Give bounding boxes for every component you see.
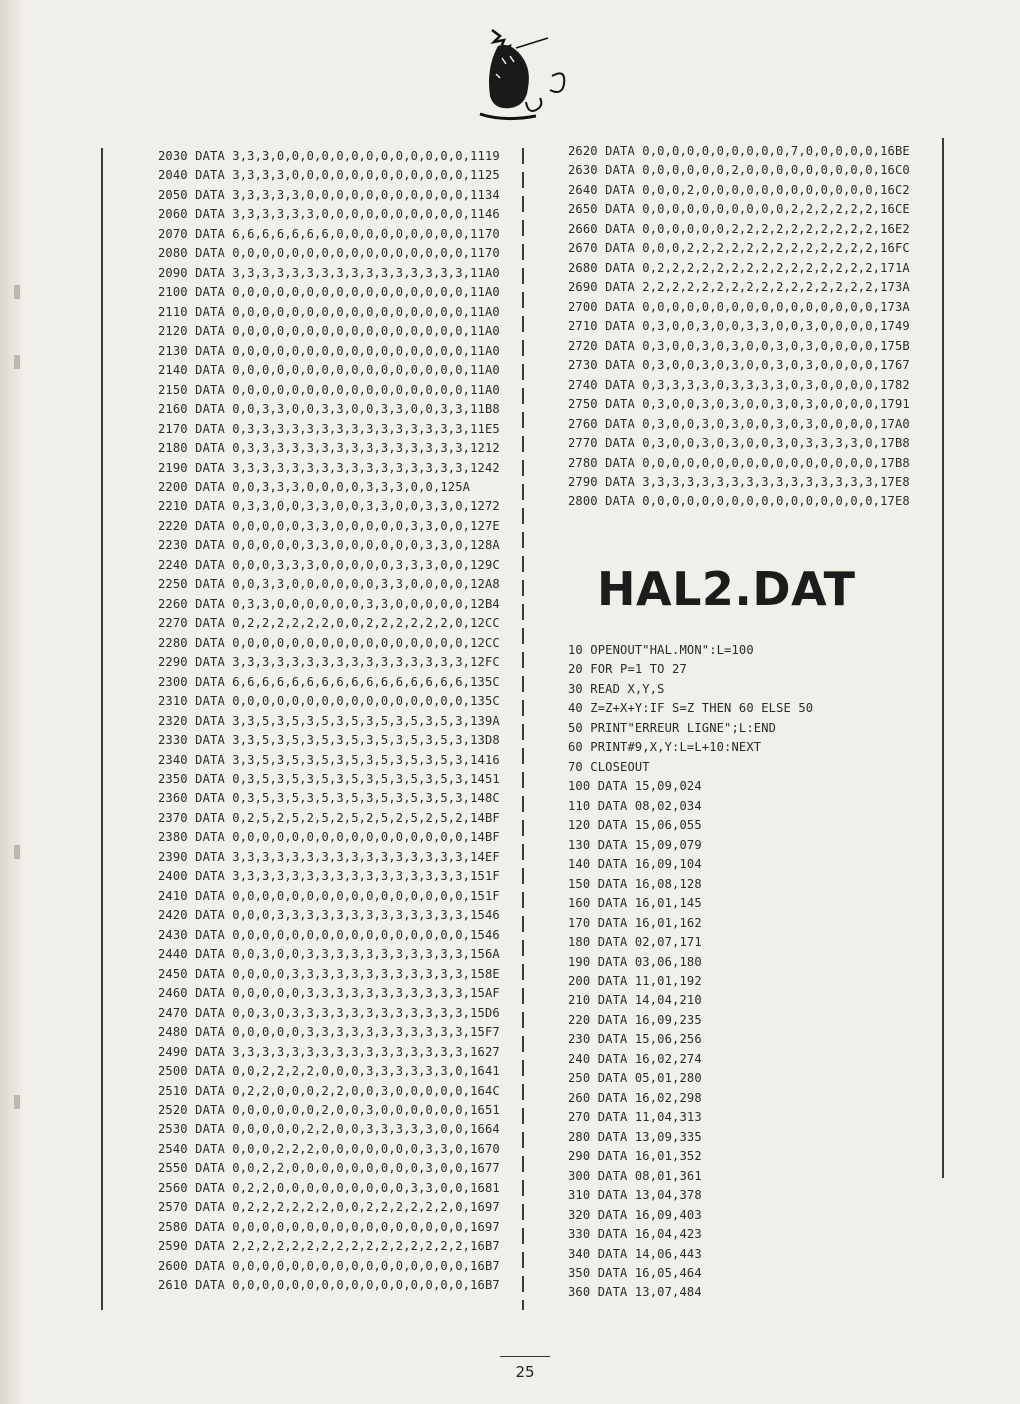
code-line: 160 DATA 16,01,145 (568, 896, 702, 911)
code-line: 240 DATA 16,02,274 (568, 1051, 702, 1066)
code-line: 2530 DATA 0,0,0,0,0,2,2,0,0,3,3,3,3,3,0,0,1664 (158, 1122, 500, 1137)
code-line: 300 DATA 08,01,361 (568, 1168, 702, 1183)
code-line: 2380 DATA 0,0,0,0,0,0,0,0,0,0,0,0,0,0,0,0,14BF (158, 830, 500, 845)
code-line: 2130 DATA 0,0,0,0,0,0,0,0,0,0,0,0,0,0,0,0,11A0 (158, 343, 500, 358)
code-line: 2580 DATA 0,0,0,0,0,0,0,0,0,0,0,0,0,0,0,0,1697 (158, 1219, 500, 1234)
code-line: 2610 DATA 0,0,0,0,0,0,0,0,0,0,0,0,0,0,0,0,16B7 (158, 1278, 500, 1293)
section-title: HAL2.DAT (597, 562, 856, 616)
code-line: 210 DATA 14,04,210 (568, 993, 702, 1008)
code-line: 30 READ X,Y,S (568, 681, 665, 696)
code-line: 2590 DATA 2,2,2,2,2,2,2,2,2,2,2,2,2,2,2,2,16B7 (158, 1239, 500, 1254)
code-line: 2200 DATA 0,0,3,3,3,0,0,0,0,3,3,3,0,0,125A (158, 479, 471, 494)
code-line: 2800 DATA 0,0,0,0,0,0,0,0,0,0,0,0,0,0,0,0,17E8 (568, 494, 910, 509)
code-line: 100 DATA 15,09,024 (568, 779, 702, 794)
code-line: 20 FOR P=1 TO 27 (568, 662, 687, 677)
code-line: 2750 DATA 0,3,0,0,3,0,3,0,0,3,0,3,0,0,0,0,1791 (568, 397, 910, 412)
right-margin-rule (942, 138, 944, 1178)
code-line: 2680 DATA 0,2,2,2,2,2,2,2,2,2,2,2,2,2,2,2,171A (568, 260, 910, 275)
code-line: 2690 DATA 2,2,2,2,2,2,2,2,2,2,2,2,2,2,2,2,173A (568, 280, 910, 295)
code-line: 2710 DATA 0,3,0,0,3,0,0,3,3,0,0,3,0,0,0,0,1749 (568, 319, 910, 334)
code-line: 2390 DATA 3,3,3,3,3,3,3,3,3,3,3,3,3,3,3,3,14EF (158, 849, 500, 864)
code-line: 2770 DATA 0,3,0,0,3,0,3,0,0,3,0,3,3,3,3,0,17B8 (568, 436, 910, 451)
code-line: 2030 DATA 3,3,3,0,0,0,0,0,0,0,0,0,0,0,0,0,1119 (158, 149, 500, 163)
code-line: 340 DATA 14,06,443 (568, 1246, 702, 1261)
code-line: 270 DATA 11,04,313 (568, 1110, 702, 1125)
left-margin-rule (101, 148, 103, 1310)
code-line: 260 DATA 16,02,298 (568, 1090, 702, 1105)
code-line: 2120 DATA 0,0,0,0,0,0,0,0,0,0,0,0,0,0,0,0,11A0 (158, 324, 500, 339)
code-line: 2650 DATA 0,0,0,0,0,0,0,0,0,0,2,2,2,2,2,2,16CE (568, 202, 910, 217)
code-line: 170 DATA 16,01,162 (568, 915, 702, 930)
code-line: 2290 DATA 3,3,3,3,3,3,3,3,3,3,3,3,3,3,3,3,12FC (158, 655, 500, 670)
code-line: 2740 DATA 0,3,3,3,3,0,3,3,3,3,0,3,0,0,0,0,1782 (568, 377, 910, 392)
code-line: 2730 DATA 0,3,0,0,3,0,3,0,0,3,0,3,0,0,0,0,1767 (568, 358, 910, 373)
code-line: 2080 DATA 0,0,0,0,0,0,0,0,0,0,0,0,0,0,0,0,1170 (158, 246, 500, 261)
code-line: 2060 DATA 3,3,3,3,3,3,0,0,0,0,0,0,0,0,0,0,1146 (158, 207, 500, 222)
code-line: 2340 DATA 3,3,5,3,5,3,5,3,5,3,5,3,5,3,5,3,1416 (158, 752, 500, 767)
code-line: 2400 DATA 3,3,3,3,3,3,3,3,3,3,3,3,3,3,3,3,151F (158, 869, 500, 884)
code-line: 2240 DATA 0,0,0,3,3,3,0,0,0,0,0,3,3,3,0,0,129C (158, 557, 500, 572)
code-line: 2190 DATA 3,3,3,3,3,3,3,3,3,3,3,3,3,3,3,3,1242 (158, 460, 500, 475)
code-line: 2640 DATA 0,0,0,2,0,0,0,0,0,0,0,0,0,0,0,0,16C2 (568, 182, 910, 197)
code-line: 2460 DATA 0,0,0,0,0,3,3,3,3,3,3,3,3,3,3,3,15AF (158, 986, 500, 1001)
code-line: 200 DATA 11,01,192 (568, 973, 702, 988)
code-line: 2480 DATA 0,0,0,0,0,3,3,3,3,3,3,3,3,3,3,3,15F7 (158, 1025, 500, 1040)
code-line: 70 CLOSEOUT (568, 759, 650, 774)
code-line: 2360 DATA 0,3,5,3,5,3,5,3,5,3,5,3,5,3,5,3,148C (158, 791, 500, 806)
code-line: 2330 DATA 3,3,5,3,5,3,5,3,5,3,5,3,5,3,5,3,13D8 (158, 733, 500, 748)
code-line: 2620 DATA 0,0,0,0,0,0,0,0,0,0,7,0,0,0,0,0,16BE (568, 144, 910, 158)
code-line: 60 PRINT#9,X,Y:L=L+10:NEXT (568, 740, 762, 755)
code-line: 2070 DATA 6,6,6,6,6,6,6,0,0,0,0,0,0,0,0,0,1170 (158, 226, 500, 241)
code-line: 2300 DATA 6,6,6,6,6,6,6,6,6,6,6,6,6,6,6,6,135C (158, 674, 500, 689)
code-line: 2600 DATA 0,0,0,0,0,0,0,0,0,0,0,0,0,0,0,0,16B7 (158, 1258, 500, 1273)
hal-mascot-icon (470, 18, 580, 123)
page-number: 25 (500, 1356, 550, 1381)
code-line: 2500 DATA 0,0,2,2,2,2,0,0,0,3,3,3,3,3,3,0,1641 (158, 1064, 500, 1079)
program-listing (568, 641, 813, 1303)
code-line: 250 DATA 05,01,280 (568, 1071, 702, 1086)
code-line: 2450 DATA 0,0,0,0,3,3,3,3,3,3,3,3,3,3,3,3,158E (158, 966, 500, 981)
code-line: 2560 DATA 0,2,2,0,0,0,0,0,0,0,0,0,3,3,0,0,1681 (158, 1180, 500, 1195)
right-data-listing (568, 142, 910, 512)
code-line: 40 Z=Z+X+Y:IF S=Z THEN 60 ELSE 50 (568, 701, 814, 716)
code-line: 2700 DATA 0,0,0,0,0,0,0,0,0,0,0,0,0,0,0,0,173A (568, 299, 910, 314)
code-line: 2780 DATA 0,0,0,0,0,0,0,0,0,0,0,0,0,0,0,0,17B8 (568, 455, 910, 470)
code-line: 2570 DATA 0,2,2,2,2,2,2,0,0,2,2,2,2,2,2,0,1697 (158, 1200, 500, 1215)
column-divider (522, 148, 524, 1310)
code-line: 2490 DATA 3,3,3,3,3,3,3,3,3,3,3,3,3,3,3,3,1627 (158, 1044, 500, 1059)
code-line: 320 DATA 16,09,403 (568, 1207, 702, 1222)
code-line: 2440 DATA 0,0,3,0,0,3,3,3,3,3,3,3,3,3,3,3,156A (158, 947, 500, 962)
code-line: 150 DATA 16,08,128 (568, 876, 702, 891)
code-line: 2140 DATA 0,0,0,0,0,0,0,0,0,0,0,0,0,0,0,0,11A0 (158, 363, 500, 378)
code-line: 50 PRINT"ERREUR LIGNE";L:END (568, 720, 777, 735)
code-line: 2220 DATA 0,0,0,0,0,3,3,0,0,0,0,0,3,3,0,0,127E (158, 518, 500, 533)
code-line: 2040 DATA 3,3,3,3,0,0,0,0,0,0,0,0,0,0,0,0,1125 (158, 168, 500, 183)
code-line: 290 DATA 16,01,352 (568, 1149, 702, 1164)
code-line: 2520 DATA 0,0,0,0,0,0,2,0,0,3,0,0,0,0,0,0,1651 (158, 1102, 500, 1117)
code-line: 2100 DATA 0,0,0,0,0,0,0,0,0,0,0,0,0,0,0,0,11A0 (158, 285, 500, 300)
code-line: 2050 DATA 3,3,3,3,3,0,0,0,0,0,0,0,0,0,0,0,1134 (158, 187, 500, 202)
code-line: 2230 DATA 0,0,0,0,0,3,3,0,0,0,0,0,0,3,3,0,128A (158, 538, 500, 553)
code-line: 2170 DATA 0,3,3,3,3,3,3,3,3,3,3,3,3,3,3,3,11E5 (158, 421, 500, 436)
code-line: 2370 DATA 0,2,5,2,5,2,5,2,5,2,5,2,5,2,5,2,14BF (158, 810, 500, 825)
code-line: 2180 DATA 0,3,3,3,3,3,3,3,3,3,3,3,3,3,3,3,1212 (158, 441, 500, 456)
code-line: 2510 DATA 0,2,2,0,0,0,2,2,0,0,3,0,0,0,0,0,164C (158, 1083, 500, 1098)
code-line: 2210 DATA 0,3,3,0,0,3,3,0,0,3,3,0,0,3,3,0,1272 (158, 499, 500, 514)
binding-edge (0, 0, 22, 1404)
code-line: 2250 DATA 0,0,3,3,0,0,0,0,0,0,3,3,0,0,0,0,12A8 (158, 577, 500, 592)
code-line: 190 DATA 03,06,180 (568, 954, 702, 969)
code-line: 220 DATA 16,09,235 (568, 1012, 702, 1027)
code-line: 2720 DATA 0,3,0,0,3,0,3,0,0,3,0,3,0,0,0,0,175B (568, 338, 910, 353)
code-line: 130 DATA 15,09,079 (568, 837, 702, 852)
code-line: 2090 DATA 3,3,3,3,3,3,3,3,3,3,3,3,3,3,3,3,11A0 (158, 265, 500, 280)
code-line: 310 DATA 13,04,378 (568, 1188, 702, 1203)
code-line: 2410 DATA 0,0,0,0,0,0,0,0,0,0,0,0,0,0,0,0,151F (158, 888, 500, 903)
code-line: 2320 DATA 3,3,5,3,5,3,5,3,5,3,5,3,5,3,5,3,139A (158, 713, 500, 728)
left-data-listing (158, 147, 500, 1296)
code-line: 350 DATA 16,05,464 (568, 1266, 702, 1280)
code-line: 10 OPENOUT"HAL.MON":L=100 (568, 643, 754, 657)
code-line: 2630 DATA 0,0,0,0,0,0,2,0,0,0,0,0,0,0,0,0,16C0 (568, 163, 910, 178)
code-line: 140 DATA 16,09,104 (568, 857, 702, 872)
code-line: 110 DATA 08,02,034 (568, 798, 702, 813)
code-line: 360 DATA 13,07,484 (568, 1285, 702, 1300)
code-line: 2150 DATA 0,0,0,0,0,0,0,0,0,0,0,0,0,0,0,0,11A0 (158, 382, 500, 397)
code-line: 2760 DATA 0,3,0,0,3,0,3,0,0,3,0,3,0,0,0,0,17A0 (568, 416, 910, 431)
code-line: 2660 DATA 0,0,0,0,0,0,2,2,2,2,2,2,2,2,2,2,16E2 (568, 221, 910, 236)
code-line: 2420 DATA 0,0,0,3,3,3,3,3,3,3,3,3,3,3,3,3,1546 (158, 908, 500, 923)
code-line: 2350 DATA 0,3,5,3,5,3,5,3,5,3,5,3,5,3,5,3,1451 (158, 772, 500, 786)
code-line: 2790 DATA 3,3,3,3,3,3,3,3,3,3,3,3,3,3,3,3,17E8 (568, 474, 910, 489)
code-line: 180 DATA 02,07,171 (568, 935, 702, 950)
code-line: 280 DATA 13,09,335 (568, 1129, 702, 1144)
code-line: 2280 DATA 0,0,0,0,0,0,0,0,0,0,0,0,0,0,0,0,12CC (158, 635, 500, 650)
code-line: 2310 DATA 0,0,0,0,0,0,0,0,0,0,0,0,0,0,0,0,135C (158, 694, 500, 709)
code-line: 330 DATA 16,04,423 (568, 1227, 702, 1242)
code-line: 2550 DATA 0,0,2,2,0,0,0,0,0,0,0,0,0,3,0,0,1677 (158, 1161, 500, 1176)
code-line: 2260 DATA 0,3,3,0,0,0,0,0,0,3,3,0,0,0,0,0,12B4 (158, 596, 500, 611)
code-line: 2110 DATA 0,0,0,0,0,0,0,0,0,0,0,0,0,0,0,0,11A0 (158, 304, 500, 319)
code-line: 230 DATA 15,06,256 (568, 1032, 702, 1047)
code-line: 2430 DATA 0,0,0,0,0,0,0,0,0,0,0,0,0,0,0,0,1546 (158, 927, 500, 942)
code-line: 2670 DATA 0,0,0,2,2,2,2,2,2,2,2,2,2,2,2,2,16FC (568, 241, 910, 256)
code-line: 2470 DATA 0,0,3,0,3,3,3,3,3,3,3,3,3,3,3,3,15D6 (158, 1005, 500, 1020)
code-line: 120 DATA 15,06,055 (568, 818, 702, 833)
code-line: 2540 DATA 0,0,0,2,2,2,0,0,0,0,0,0,0,3,3,0,1670 (158, 1141, 500, 1156)
code-line: 2160 DATA 0,0,3,3,0,0,3,3,0,0,3,3,0,0,3,3,11B8 (158, 402, 500, 417)
code-line: 2270 DATA 0,2,2,2,2,2,2,0,0,2,2,2,2,2,2,0,12CC (158, 616, 500, 631)
